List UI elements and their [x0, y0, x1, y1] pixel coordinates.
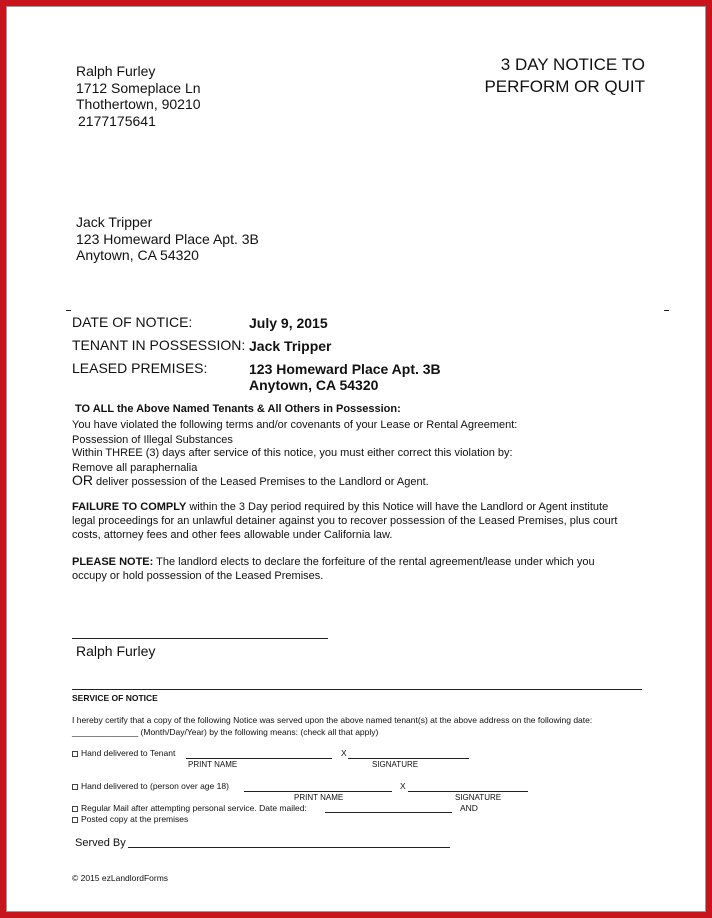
- checkbox-regular-mail[interactable]: [72, 806, 78, 812]
- option-hand-delivered-adult[interactable]: [72, 781, 229, 792]
- tenant-in-possession-label: TENANT IN POSSESSION:: [72, 337, 246, 353]
- option-posted-copy-label: Posted copy at the premises: [81, 814, 189, 824]
- tenant-in-possession-value: Jack Tripper: [249, 338, 332, 354]
- date-mailed-line: [325, 812, 452, 813]
- tenant-address-line2: Anytown, CA 54320: [76, 247, 199, 263]
- date-of-notice-label: DATE OF NOTICE:: [72, 314, 193, 330]
- remedy-text: Remove all paraphernalia: [72, 462, 198, 474]
- served-by-line: [128, 847, 450, 848]
- print-name-line-2: [244, 791, 392, 792]
- checkbox-posted-copy[interactable]: [72, 817, 78, 823]
- failure-line3: costs, attorney fees and other fees allowable under California law.: [72, 529, 393, 541]
- checkbox-hand-delivered-adult[interactable]: [72, 784, 78, 790]
- notice-heading: TO ALL the Above Named Tenants & All Others in Possession:: [75, 403, 401, 415]
- failure-line2: legal proceedings for an unlawful detainer against you to recover possession of the Leased Premises, plus court: [72, 515, 618, 527]
- landlord-name: Ralph Furley: [76, 63, 156, 79]
- document-title-line1: 3 DAY NOTICE TO: [500, 55, 645, 74]
- print-name-label-1: PRINT NAME: [188, 760, 238, 769]
- served-by-label: Served By: [75, 837, 126, 849]
- option-hand-delivered-tenant-label: Hand delivered to Tenant: [81, 748, 176, 758]
- failure-text1: within the 3 Day period required by this Notice will have the Landlord or Agent institute: [186, 501, 609, 513]
- document-title-line2: PERFORM OR QUIT: [484, 77, 645, 96]
- please-note-line1: [72, 555, 595, 569]
- or-deliver-text: deliver possession of the Leased Premises to the Landlord or Agent.: [93, 476, 429, 488]
- signature-label-1: SIGNATURE: [372, 760, 419, 769]
- leased-premises-label: LEASED PREMISES:: [72, 360, 208, 376]
- leased-premises-value-line1: 123 Homeward Place Apt. 3B: [249, 361, 441, 377]
- date-of-notice-value: July 9, 2015: [249, 315, 328, 331]
- violation-intro: You have violated the following terms and/or covenants of your Lease or Rental Agreement:: [72, 419, 518, 431]
- margin-tick-right: [664, 310, 669, 311]
- leased-premises-value-line2: Anytown, CA 54320: [249, 377, 379, 393]
- x-mark-2: X: [400, 781, 406, 791]
- checkbox-hand-delivered-tenant[interactable]: [72, 751, 78, 757]
- please-note-bold: PLEASE NOTE:: [72, 556, 154, 568]
- signer-name: Ralph Furley: [76, 643, 156, 659]
- print-name-line-1: [186, 758, 332, 759]
- please-note-text1: The landlord elects to declare the forfeiture of the rental agreement/lease under which you: [153, 556, 595, 568]
- failure-line1: [72, 500, 608, 514]
- landlord-address-line2: Thothertown, 90210: [76, 96, 201, 112]
- landlord-address-line1: 1712 Someplace Ln: [76, 80, 201, 96]
- certify-line1: I hereby certify that a copy of the following Notice was served upon the above named tenant(s) at the above address on the following date:: [72, 715, 593, 725]
- tenant-address-line1: 123 Homeward Place Apt. 3B: [76, 231, 259, 247]
- or-deliver-line: [72, 473, 429, 489]
- print-name-label-2: PRINT NAME: [294, 793, 344, 802]
- signature-line-1: [348, 758, 469, 759]
- deadline-text: Within THREE (3) days after service of this notice, you must either correct this violation by:: [72, 447, 513, 459]
- signature-label-2: SIGNATURE: [455, 793, 502, 802]
- tenant-name: Jack Tripper: [76, 214, 153, 230]
- option-posted-copy[interactable]: [72, 814, 188, 825]
- x-mark-1: X: [341, 748, 347, 758]
- or-word: OR: [72, 472, 93, 488]
- certify-line2: ______________ (Month/Day/Year) by the following means: (check all that apply): [72, 727, 379, 737]
- service-heading: SERVICE OF NOTICE: [72, 693, 158, 703]
- violation-text: Possession of Illegal Substances: [72, 434, 233, 446]
- please-note-line2: occupy or hold possession of the Leased Premises.: [72, 570, 324, 582]
- option-hand-delivered-adult-label: Hand delivered to (person over age 18): [81, 781, 229, 791]
- copyright-footer: © 2015 ezLandlordForms: [72, 873, 169, 883]
- option-regular-mail-label: Regular Mail after attempting personal service. Date mailed:: [81, 803, 307, 813]
- margin-tick-left: [66, 310, 71, 311]
- landlord-phone: 2177175641: [78, 113, 156, 129]
- service-divider: [72, 689, 642, 690]
- option-regular-mail[interactable]: [72, 803, 307, 814]
- and-label: AND: [460, 803, 478, 813]
- signature-line: [72, 638, 328, 639]
- failure-bold: FAILURE TO COMPLY: [72, 501, 187, 513]
- option-hand-delivered-tenant[interactable]: [72, 748, 175, 759]
- signature-line-2: [408, 791, 528, 792]
